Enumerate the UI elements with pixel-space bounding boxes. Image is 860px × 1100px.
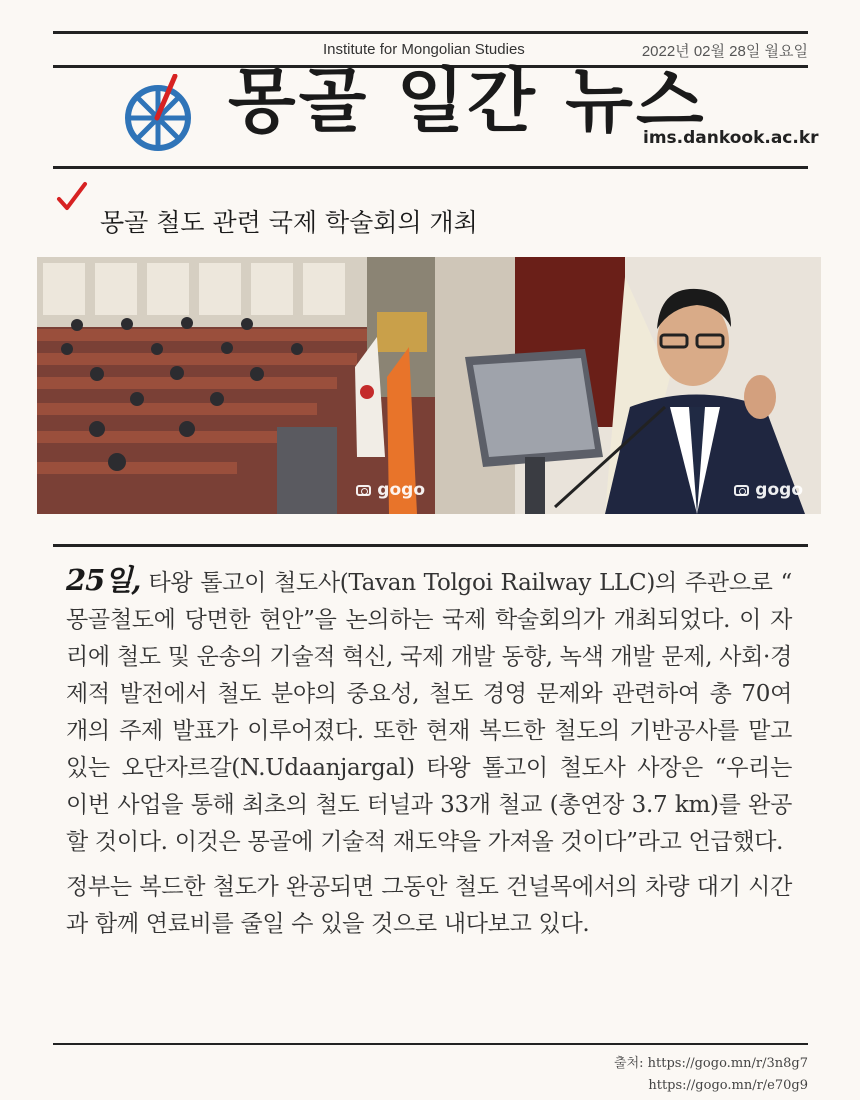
conference-hall-photo — [37, 257, 435, 514]
camera-icon — [356, 485, 371, 496]
footer-rule — [53, 1043, 808, 1045]
dharma-wheel-logo-icon — [120, 74, 200, 154]
speaker-photo — [435, 257, 821, 514]
institute-name: Institute for Mongolian Studies — [323, 41, 525, 58]
photo-watermark: gogo — [356, 480, 425, 500]
article-lead-date: 25일, — [66, 563, 141, 597]
article-body — [66, 562, 792, 943]
header-top-rule — [53, 31, 808, 34]
article-paragraph-2: 정부는 복드한 철도가 완공되면 그동안 철도 건널목에서의 차량 대기 시간과 함께 연료비를 줄일 수 있을 것으로 내다보고 있다. — [66, 874, 792, 937]
article-headline: 몽골 철도 관련 국제 학술회의 개최 — [100, 208, 478, 237]
photo-watermark: gogo — [734, 480, 803, 500]
article-top-rule — [53, 544, 808, 547]
issue-date: 2022년 02월 28일 월요일 — [641, 43, 808, 60]
header-bottom-rule — [53, 166, 808, 169]
source-link-1[interactable]: 출처: https://gogo.mn/r/3n8g7 — [614, 1056, 808, 1071]
article-paragraph-1: 25일, 타왕 톨고이 철도사(Tavan Tolgoi Railway LLC)의 주관으로 “ 몽골철도에 당면한 현안”을 논의하는 국제 학술회의가 개최되었다. 이 자리에 철도 및 운송의 기술적 혁신, 국제 개발 동향, 녹색 개발 문제, 사회·경제적 발전에서 철도 분야의 중요성, 철도 경영 문제와 관련하여 총 70여 개의 주제 발표가 이루어졌다. 또한 현재 복드한 철도의 기반공사를 맡고 있는 오단자르갈(N.Udaanjargal) 타왕 톨고이 철도사 사장은 “우리는 이번 사업을 통해 최초의 철도 터널과 33개 철교 (총연장 3.7 km)를 완공할 것이다. 이것은 몽골에 기술적 재도약을 가져올 것이다”라고 언급했다. — [66, 563, 793, 855]
source-link-2[interactable]: https://gogo.mn/r/e70g9 — [648, 1078, 808, 1093]
camera-icon — [734, 485, 749, 496]
source-links — [614, 1053, 808, 1097]
masthead-title: 몽골 일간 뉴스 — [228, 60, 707, 142]
site-url[interactable]: ims.dankook.ac.kr — [643, 128, 819, 148]
checkmark-icon — [56, 181, 88, 213]
